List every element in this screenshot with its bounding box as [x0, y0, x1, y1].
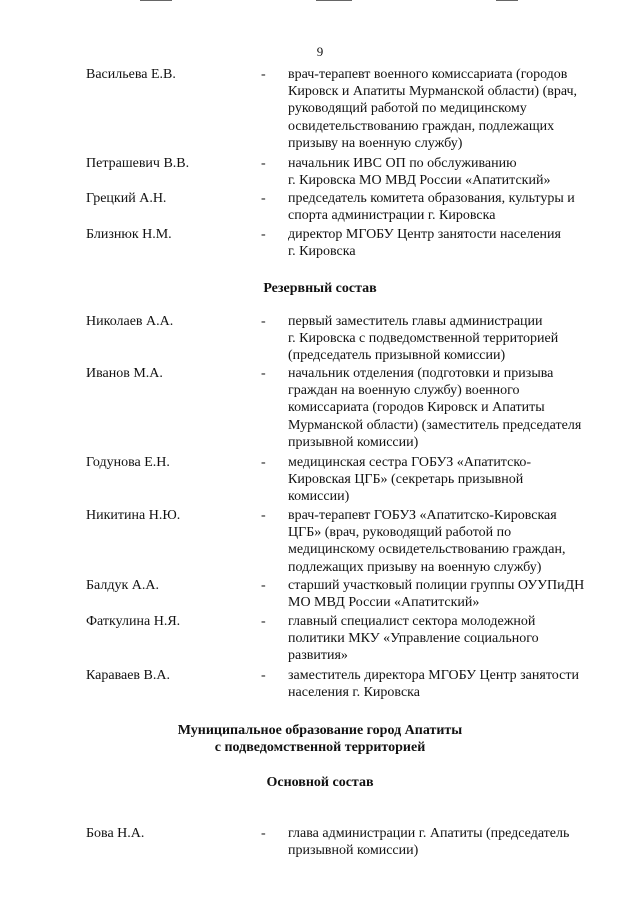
- member-position: глава администрации г. Апатиты (председатель призывной комиссии): [288, 826, 570, 859]
- member-name: Петрашевич В.В.: [86, 156, 190, 171]
- member-name: Васильева Е.В.: [86, 67, 176, 82]
- member-position: председатель комитета образования, культуры и спорта администрации г. Кировска: [288, 191, 575, 224]
- member-position: главный специалист сектора молодежной политики МКУ «Управление социального развития»: [288, 614, 539, 664]
- dash: -: [261, 67, 266, 82]
- member-name: Фаткулина Н.Я.: [86, 614, 181, 629]
- member-name: Близнюк Н.М.: [86, 227, 172, 242]
- member-name: Караваев В.А.: [86, 668, 170, 683]
- page-number: 9: [316, 44, 324, 59]
- member-position: директор МГОБУ Центр занятости населения г. Кировска: [288, 227, 561, 260]
- member-name: Никитина Н.Ю.: [86, 508, 181, 523]
- member-position: старший участковый полиции группы ОУУПиДН МО МВД России «Апатитский»: [288, 578, 585, 611]
- member-name: Иванов М.А.: [86, 366, 163, 381]
- dash: -: [261, 668, 266, 683]
- member-position: врач-терапевт военного комиссариата (городов Кировск и Апатиты Мурманской области) (врач, руководящий работой по медицинскому освидетельствованию граждан, подлежащих призыву на военную службу): [288, 67, 578, 151]
- dash: -: [261, 455, 266, 470]
- dash: -: [261, 508, 266, 523]
- member-position: заместитель директора МГОБУ Центр занятости населения г. Кировска: [288, 668, 579, 701]
- member-position: врач-терапевт ГОБУЗ «Апатитско-Кировская ЦГБ» (врач, руководящий работой по медицинскому освидетельствованию граждан, подлежащих призыву на военную службу): [288, 508, 566, 575]
- reserve-heading: Резервный состав: [263, 281, 377, 296]
- dash: -: [261, 227, 266, 242]
- member-position: первый заместитель главы администрации г. Кировска с подведомственной территорией (председатель призывной комиссии): [288, 314, 559, 364]
- member-position: медицинская сестра ГОБУЗ «Апатитско- Кировская ЦГБ» (секретарь призывной комиссии): [288, 455, 532, 505]
- dash: -: [261, 156, 266, 171]
- member-name: Годунова Е.Н.: [86, 455, 170, 470]
- member-position: начальник отделения (подготовки и призыва граждан на военную службу) военного комиссариата (городов Кировск и Апатиты Мурманской области) (заместитель председателя призывной комиссии): [288, 366, 582, 450]
- member-name: Балдук А.А.: [86, 578, 160, 593]
- top-rule-center: [316, 0, 352, 1]
- dash: -: [261, 191, 266, 206]
- dash: -: [261, 578, 266, 593]
- member-position: начальник ИВС ОП по обслуживанию г. Кировска МО МВД России «Апатитский»: [288, 156, 551, 189]
- dash: -: [261, 366, 266, 381]
- member-name: Бова Н.А.: [86, 826, 145, 841]
- member-name: Грецкий А.Н.: [86, 191, 167, 206]
- dash: -: [261, 314, 266, 329]
- top-rule-left: [140, 0, 172, 1]
- top-rule-right: [496, 0, 518, 1]
- dash: -: [261, 826, 266, 841]
- municipality-heading: Муниципальное образование город Апатиты с подведомственной территорией: [177, 723, 463, 756]
- member-name: Николаев А.А.: [86, 314, 174, 329]
- main-heading: Основной состав: [266, 775, 374, 790]
- dash: -: [261, 614, 266, 629]
